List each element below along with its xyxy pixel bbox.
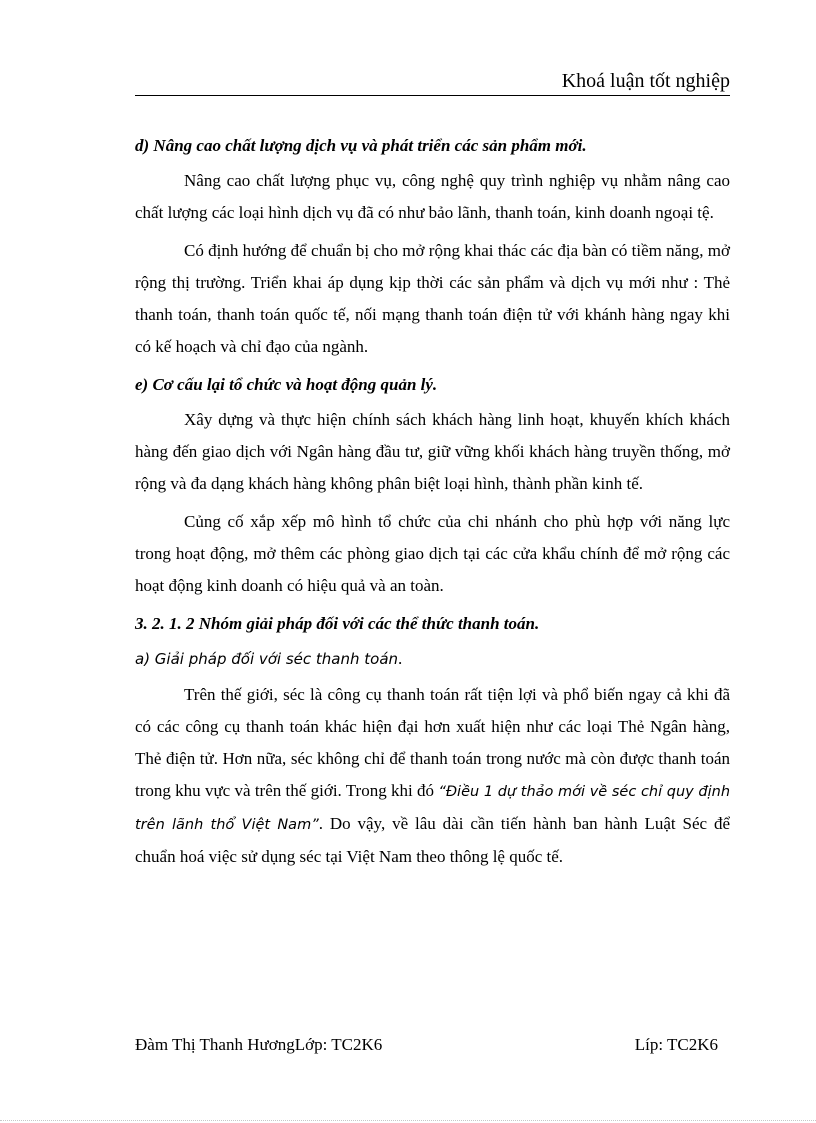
footer-class: Líp: TC2K6 — [634, 1035, 718, 1054]
paragraph-5-end: . Do vậy, về lâu dài cần tiến hành ban hành Luật Séc để chuẩn hoá việc sử dụng séc tại Việt Nam theo thông lệ quốc tế. — [135, 814, 730, 866]
paragraph-5 — [135, 679, 730, 873]
document-body — [135, 130, 730, 879]
paragraph-3: Xây dựng và thực hiện chính sách khách hàng linh hoạt, khuyến khích khách hàng đến giao dịch với Ngân hàng đầu tư, giữ vững khối khách hàng truyền thống, mở rộng và đa dạng khách hàng không phân biệt loại hình, thành phần kinh tế. — [135, 410, 730, 493]
paragraph-2: Có định hướng để chuẩn bị cho mở rộng khai thác các địa bàn có tiềm năng, mở rộng thị trường. Triển khai áp dụng kịp thời các sản phẩm và dịch vụ mới như : Thẻ thanh toán, thanh toán quốc tế, nối mạng thanh toán điện tử với khánh hàng ngay khi có kế hoạch và chỉ đạo của ngành. — [135, 241, 730, 356]
heading-a-text: a) Giải pháp đối với séc thanh toán — [135, 650, 399, 668]
header-title: Khoá luận tốt nghiệp — [561, 70, 730, 92]
paragraph-4: Củng cố xắp xếp mô hình tổ chức của chi nhánh cho phù hợp với năng lực trong hoạt động, mở thêm các phòng giao dịch tại các cửa khẩu chính để mở rộng các hoạt động kinh doanh có hiệu quả và an toàn. — [135, 512, 730, 595]
paragraph-5-quote: “Điều 1 dự thảo mới về séc chỉ quy định trên lãnh thổ Việt Nam” — [135, 784, 731, 833]
footer-author-class: Đàm Thị Thanh HươngLớp: TC2K6 — [135, 1035, 383, 1054]
document-page — [135, 0, 730, 1123]
page-header — [135, 68, 730, 96]
paragraph-5-start: Trên thế giới, séc là công cụ thanh toán rất tiện lợi và phổ biến ngay cả khi đã có các công cụ thanh toán khác hiện đại hơn xuất hiện như các loại Thẻ Ngân hàng, Thẻ điện tử. Hơn nữa, séc không chỉ để thanh toán trong nước mà còn được thanh toán trong khu vực và trên thế giới. Trong khi đó — [135, 685, 730, 800]
heading-d: d) Nâng cao chất lượng dịch vụ và phát triển các sản phẩm mới. — [135, 136, 587, 155]
page-bottom-border — [0, 1120, 816, 1122]
paragraph-1: Nâng cao chất lượng phục vụ, công nghệ quy trình nghiệp vụ nhằm nâng cao chất lượng các loại hình dịch vụ đã có như bảo lãnh, thanh toán, kinh doanh ngoại tệ. — [135, 171, 730, 222]
heading-a-period: . — [398, 649, 403, 668]
heading-section: 3. 2. 1. 2 Nhóm giải pháp đối với các thể thức thanh toán. — [135, 614, 540, 633]
heading-a — [135, 643, 730, 675]
heading-e: e) Cơ cấu lại tổ chức và hoạt động quản lý. — [135, 375, 438, 394]
